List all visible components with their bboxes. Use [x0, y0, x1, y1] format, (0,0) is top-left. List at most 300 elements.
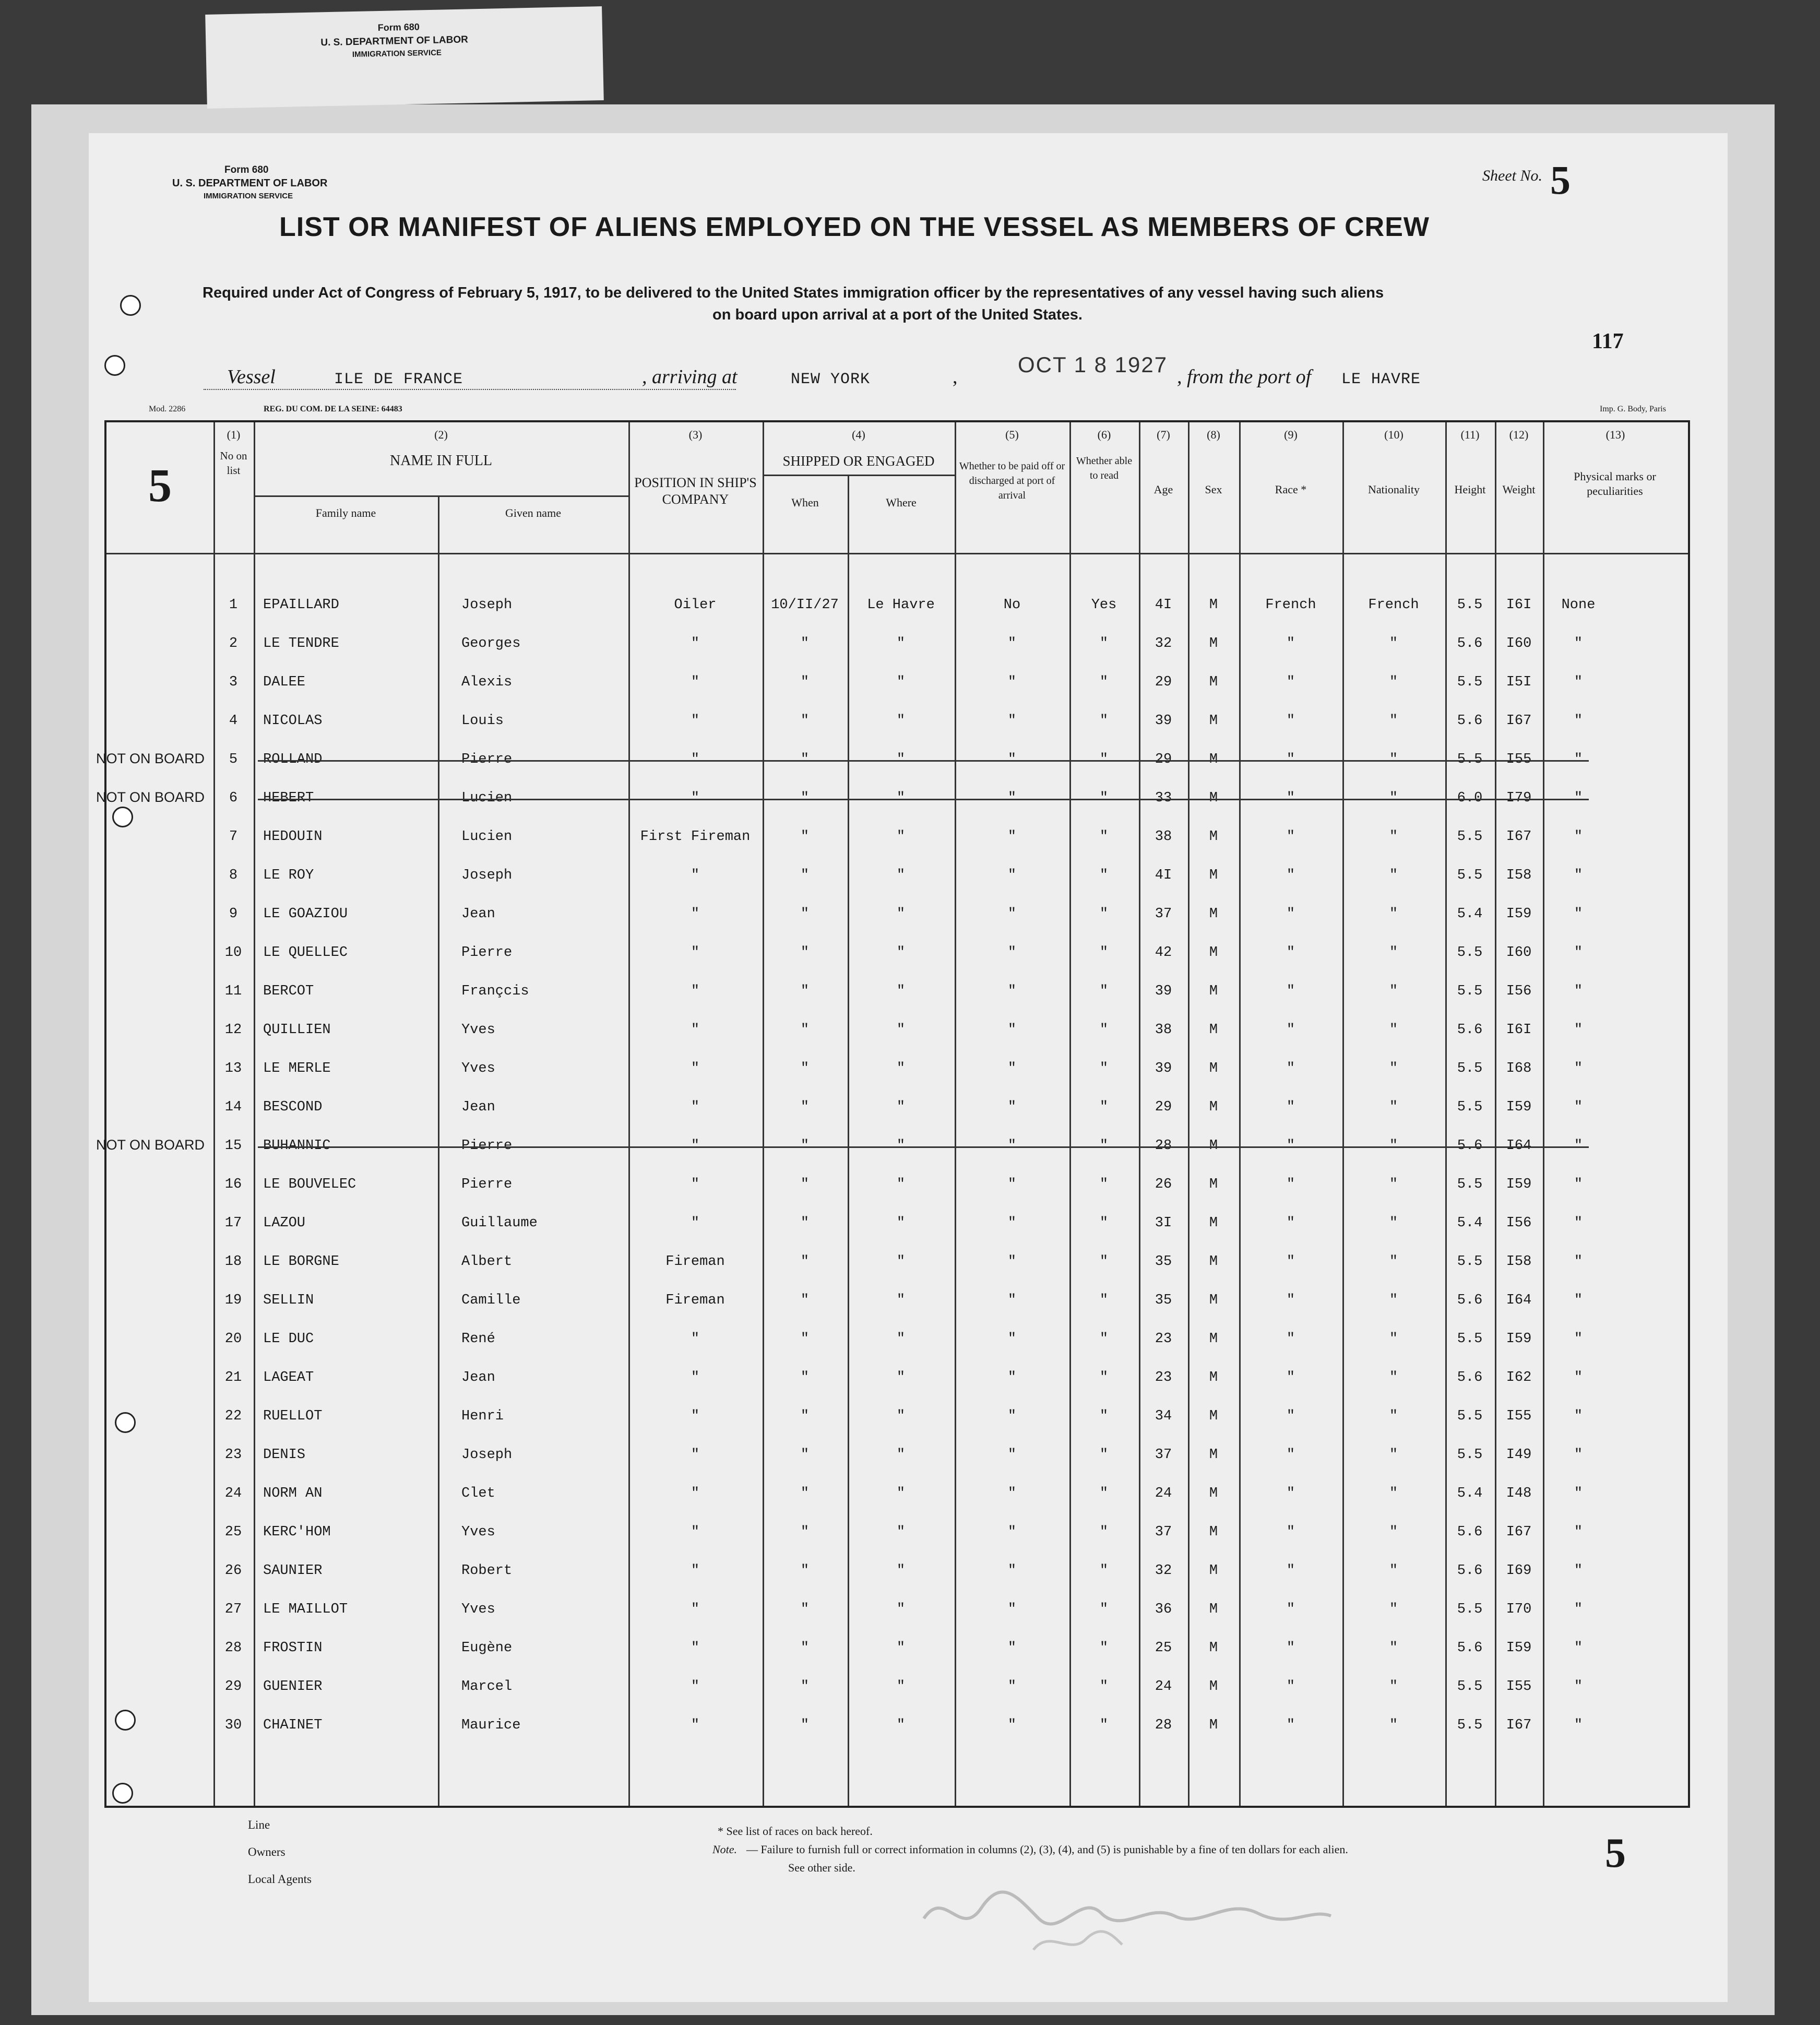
row-number: 6 [229, 790, 238, 806]
given-name: Joseph [461, 868, 513, 883]
age: 36 [1155, 1602, 1172, 1617]
weight: I59 [1506, 1177, 1532, 1192]
col3-number: (3) [688, 428, 703, 441]
position: " [691, 1524, 700, 1540]
sex: M [1209, 597, 1218, 613]
shipped-where: " [896, 1215, 906, 1231]
given-name: Georges [461, 636, 521, 652]
family-name: BESCOND [263, 1099, 323, 1115]
row-number: 20 [224, 1331, 242, 1347]
position: Oiler [674, 597, 717, 613]
comma: , [953, 366, 958, 388]
weight: I67 [1506, 713, 1532, 729]
row-number: 21 [224, 1370, 242, 1385]
race: " [1286, 945, 1295, 961]
height: 6.0 [1457, 790, 1483, 806]
position: " [691, 1718, 700, 1733]
col-divider [213, 422, 215, 1806]
physical-marks: " [1574, 1408, 1583, 1424]
paid-off: " [1007, 1563, 1017, 1579]
given-name: Albert [461, 1254, 513, 1270]
physical-marks: " [1574, 868, 1583, 883]
sex: M [1209, 713, 1218, 729]
race: " [1286, 906, 1295, 922]
position: " [691, 868, 700, 883]
position: First Fireman [640, 829, 751, 845]
shipped-when: " [800, 1331, 810, 1347]
shipped-when: " [800, 1177, 810, 1192]
age: 39 [1155, 1061, 1172, 1076]
given-name: Yves [461, 1061, 495, 1076]
nationality: " [1389, 1254, 1398, 1270]
position: " [691, 1022, 700, 1038]
family-name: LAGEAT [263, 1370, 314, 1385]
age: 23 [1155, 1331, 1172, 1347]
given-name: Pierre [461, 945, 513, 961]
family-name: GUENIER [263, 1679, 323, 1695]
position: " [691, 790, 700, 806]
race: " [1286, 1331, 1295, 1347]
weight: I67 [1506, 1524, 1532, 1540]
nationality: " [1389, 1679, 1398, 1695]
age: 37 [1155, 1447, 1172, 1463]
row-number: 7 [229, 829, 238, 845]
sex: M [1209, 1447, 1218, 1463]
family-name: BUHANNIC [263, 1138, 331, 1154]
col-divider [848, 475, 849, 1806]
race: " [1286, 1640, 1295, 1656]
weight: I64 [1506, 1138, 1532, 1154]
where-header: Where [886, 496, 917, 509]
shipped-where: " [896, 1524, 906, 1540]
race: French [1265, 597, 1316, 613]
vessel-label: Vessel [227, 366, 276, 388]
col-divider [1139, 422, 1140, 1806]
sex: M [1209, 1022, 1218, 1038]
row-number: 29 [224, 1679, 242, 1695]
height: 5.6 [1457, 1640, 1483, 1656]
race: " [1286, 1022, 1295, 1038]
nationality: " [1389, 1718, 1398, 1733]
given-name: Françcis [461, 984, 529, 999]
paid-off: " [1007, 636, 1017, 652]
nationality: " [1389, 752, 1398, 767]
weight: I60 [1506, 945, 1532, 961]
given-name: Jean [461, 906, 495, 922]
age: 24 [1155, 1679, 1172, 1695]
col-divider [1445, 422, 1447, 1806]
height: 5.5 [1457, 945, 1483, 961]
col2-header: NAME IN FULL [390, 453, 492, 469]
shipped-where: " [896, 945, 906, 961]
given-name-header: Given name [505, 506, 561, 519]
able-to-read: " [1099, 1718, 1109, 1733]
cover-service: IMMIGRATION SERVICE [352, 48, 442, 60]
col-divider [1188, 422, 1189, 1806]
able-to-read: " [1099, 1563, 1109, 1579]
nationality: " [1389, 1602, 1398, 1617]
weight: I59 [1506, 1640, 1532, 1656]
col5-header: Whether to be paid off or discharged at port of arrival [959, 460, 1065, 501]
col5-number: (5) [1005, 428, 1019, 441]
row-number: 22 [224, 1408, 242, 1424]
given-name: Jean [461, 1370, 495, 1385]
shipped-where: " [896, 790, 906, 806]
page-number: 117 [1592, 329, 1624, 353]
weight: I69 [1506, 1563, 1532, 1579]
family-name: SELLIN [263, 1293, 314, 1308]
family-name: HEDOUIN [263, 829, 323, 845]
sex: M [1209, 1215, 1218, 1231]
weight: I6I [1506, 597, 1532, 613]
shipped-when: " [800, 752, 810, 767]
row-number: 18 [224, 1254, 242, 1270]
position: " [691, 1486, 700, 1501]
paid-off: " [1007, 1215, 1017, 1231]
race: " [1286, 1254, 1295, 1270]
sex: M [1209, 1602, 1218, 1617]
height: 5.5 [1457, 674, 1483, 690]
row-number: 13 [224, 1061, 242, 1076]
able-to-read: " [1099, 790, 1109, 806]
shipped-when: " [800, 1486, 810, 1501]
paid-off: " [1007, 1022, 1017, 1038]
col11-number: (11) [1460, 428, 1480, 441]
printer-credit: Imp. G. Body, Paris [1600, 405, 1666, 413]
shipped-where: " [896, 1602, 906, 1617]
position: " [691, 945, 700, 961]
nationality: " [1389, 868, 1398, 883]
crew-manifest-table [96, 420, 1690, 1808]
not-on-board-stamp: NOT ON BOARD [96, 789, 205, 805]
row-number: 4 [229, 713, 238, 729]
paid-off: " [1007, 790, 1017, 806]
row-number: 23 [224, 1447, 242, 1463]
physical-marks: " [1574, 636, 1583, 652]
shipped-where: " [896, 1486, 906, 1501]
paid-off: " [1007, 984, 1017, 999]
given-name: Lucien [461, 829, 513, 845]
age: 33 [1155, 790, 1172, 806]
weight: I49 [1506, 1447, 1532, 1463]
sex: M [1209, 1718, 1218, 1733]
height: 5.5 [1457, 829, 1483, 845]
age-header: Age [1153, 483, 1173, 496]
shipped-when: " [800, 945, 810, 961]
position: " [691, 636, 700, 652]
weight: I58 [1506, 868, 1532, 883]
col6-number: (6) [1097, 428, 1111, 441]
departure-port: LE HAVRE [1341, 371, 1421, 388]
sex: M [1209, 984, 1218, 999]
paid-off: " [1007, 1099, 1017, 1115]
height: 5.4 [1457, 1215, 1483, 1231]
height: 5.4 [1457, 1486, 1483, 1501]
family-name: LE ROY [263, 868, 314, 883]
sex: M [1209, 1061, 1218, 1076]
age: 35 [1155, 1293, 1172, 1308]
nationality: " [1389, 1022, 1398, 1038]
able-to-read: " [1099, 1293, 1109, 1308]
family-name: LE GOAZIOU [263, 906, 348, 922]
shipped-when: " [800, 868, 810, 883]
age: 34 [1155, 1408, 1172, 1424]
row-number: 10 [224, 945, 242, 961]
given-name: Robert [461, 1563, 513, 1579]
service-name: IMMIGRATION SERVICE [204, 192, 293, 200]
position: " [691, 674, 700, 690]
race: " [1286, 674, 1295, 690]
age: 4I [1155, 868, 1172, 883]
col9-number: (9) [1284, 428, 1298, 441]
able-to-read: " [1099, 1602, 1109, 1617]
physical-marks: " [1574, 1177, 1583, 1192]
paid-off: " [1007, 674, 1017, 690]
manifest-page [89, 133, 1728, 2002]
weight: I5I [1506, 674, 1532, 690]
family-name: LAZOU [263, 1215, 306, 1231]
position: " [691, 1447, 700, 1463]
footer-sheet-number: 5 [1605, 1830, 1626, 1876]
paid-off: " [1007, 752, 1017, 767]
paid-off: " [1007, 1447, 1017, 1463]
family-name: CHAINET [263, 1718, 323, 1733]
col-divider [628, 422, 630, 1806]
physical-marks: " [1574, 1370, 1583, 1385]
family-name: HEBERT [263, 790, 314, 806]
sex: M [1209, 1331, 1218, 1347]
race: " [1286, 1563, 1295, 1579]
weight: I60 [1506, 636, 1532, 652]
physical-marks: " [1574, 984, 1583, 999]
nationality: " [1389, 829, 1398, 845]
col1-header: No on list [220, 449, 247, 477]
shipped-when: " [800, 1293, 810, 1308]
physical-marks: " [1574, 1486, 1583, 1501]
col6-header: Whether able to read [1076, 455, 1133, 481]
row-number: 3 [229, 674, 238, 690]
sex: M [1209, 1138, 1218, 1154]
age: 29 [1155, 752, 1172, 767]
paid-off: " [1007, 1602, 1017, 1617]
age: 38 [1155, 1022, 1172, 1038]
manifest-title: LIST OR MANIFEST OF ALIENS EMPLOYED ON THE VESSEL AS MEMBERS OF CREW [279, 212, 1430, 242]
nationality: " [1389, 984, 1398, 999]
sex: M [1209, 752, 1218, 767]
physical-marks: " [1574, 1215, 1583, 1231]
col-divider [438, 495, 439, 1806]
age: 39 [1155, 984, 1172, 999]
race: " [1286, 790, 1295, 806]
when-header: When [791, 496, 819, 509]
age: 29 [1155, 1099, 1172, 1115]
vessel-name: ILE DE FRANCE [334, 371, 463, 388]
race: " [1286, 1718, 1295, 1733]
manifest-subtitle-line2: on board upon arrival at a port of the United States. [712, 306, 1083, 323]
shipped-where: " [896, 713, 906, 729]
col13-number: (13) [1605, 428, 1625, 441]
sex-header: Sex [1205, 483, 1222, 496]
sex: M [1209, 829, 1218, 845]
paid-off: " [1007, 1254, 1017, 1270]
shipped-where: " [896, 1099, 906, 1115]
weight: I58 [1506, 1254, 1532, 1270]
physical-marks: " [1574, 1563, 1583, 1579]
able-to-read: " [1099, 636, 1109, 652]
row-number: 9 [229, 906, 238, 922]
family-name: RUELLOT [263, 1408, 323, 1424]
height: 5.5 [1457, 984, 1483, 999]
given-name: Maurice [461, 1718, 521, 1733]
sex: M [1209, 674, 1218, 690]
age: 29 [1155, 674, 1172, 690]
nationality: " [1389, 1563, 1398, 1579]
sex: M [1209, 1563, 1218, 1579]
paid-off: " [1007, 1408, 1017, 1424]
col-divider [763, 422, 764, 1806]
height: 5.6 [1457, 1563, 1483, 1579]
races-footnote: * See list of races on back hereof. [718, 1825, 873, 1838]
height: 5.6 [1457, 1138, 1483, 1154]
shipped-where: " [896, 1718, 906, 1733]
family-name: LE MAILLOT [263, 1602, 348, 1617]
weight: I79 [1506, 790, 1532, 806]
shipped-where: " [896, 1138, 906, 1154]
given-name: Eugène [461, 1640, 513, 1656]
race-header: Race * [1275, 483, 1307, 496]
race: " [1286, 1138, 1295, 1154]
weight: I55 [1506, 752, 1532, 767]
position: " [691, 1563, 700, 1579]
position: " [691, 1138, 700, 1154]
able-to-read: " [1099, 1408, 1109, 1424]
nationality: " [1389, 1177, 1398, 1192]
physical-marks: " [1574, 829, 1583, 845]
sex: M [1209, 1254, 1218, 1270]
height: 5.6 [1457, 1293, 1483, 1308]
position: " [691, 1679, 700, 1695]
sex: M [1209, 1524, 1218, 1540]
row-number: 8 [229, 868, 238, 883]
paid-off: " [1007, 1718, 1017, 1733]
height: 5.5 [1457, 1099, 1483, 1115]
shipped-where: " [896, 984, 906, 999]
row-number: 14 [224, 1099, 242, 1115]
shipped-when: " [800, 636, 810, 652]
sex: M [1209, 1679, 1218, 1695]
sheet-number: 5 [1550, 157, 1571, 203]
family-name: FROSTIN [263, 1640, 323, 1656]
col1-number: (1) [227, 428, 241, 441]
height: 5.6 [1457, 1524, 1483, 1540]
paid-off: " [1007, 1293, 1017, 1308]
strike-through-line [258, 799, 1589, 800]
shipped-when: " [800, 1138, 810, 1154]
given-name: Lucien [461, 790, 513, 806]
col8-number: (8) [1207, 428, 1220, 441]
able-to-read: " [1099, 1138, 1109, 1154]
physical-marks: " [1574, 1524, 1583, 1540]
height: 5.5 [1457, 752, 1483, 767]
height: 5.5 [1457, 1718, 1483, 1733]
cover-form-number: Form 680 [377, 21, 420, 33]
family-name: DENIS [263, 1447, 306, 1463]
shipped-when: " [800, 1215, 810, 1231]
paid-off: No [1003, 597, 1021, 613]
physical-marks: " [1574, 1447, 1583, 1463]
family-name: KERC'HOM [263, 1524, 331, 1540]
weight: I6I [1506, 1022, 1532, 1038]
sex: M [1209, 906, 1218, 922]
sex: M [1209, 1293, 1218, 1308]
row-number: 28 [224, 1640, 242, 1656]
able-to-read: " [1099, 1022, 1109, 1038]
mod-number: Mod. 2286 [149, 405, 186, 413]
row-number: 12 [224, 1022, 242, 1038]
position: " [691, 1640, 700, 1656]
nationality: " [1389, 1293, 1398, 1308]
department-name: U. S. DEPARTMENT OF LABOR [172, 177, 328, 189]
height: 5.5 [1457, 1602, 1483, 1617]
family-name: BERCOT [263, 984, 314, 999]
sex: M [1209, 1370, 1218, 1385]
shipped-when: " [800, 984, 810, 999]
manifest-subtitle-line1: Required under Act of Congress of February 5, 1917, to be delivered to the United States immigration officer by the representatives of any vessel having such aliens [203, 285, 1384, 301]
physical-marks: " [1574, 674, 1583, 690]
row-number: 25 [224, 1524, 242, 1540]
family-name: ROLLAND [263, 752, 323, 767]
sex: M [1209, 1486, 1218, 1501]
arrival-date-stamp: OCT 1 8 1927 [1018, 352, 1168, 377]
age: 28 [1155, 1718, 1172, 1733]
given-name: René [461, 1331, 495, 1347]
age: 23 [1155, 1370, 1172, 1385]
shipped-when: " [800, 906, 810, 922]
row-number: 26 [224, 1563, 242, 1579]
given-name: Joseph [461, 597, 513, 613]
physical-marks: " [1574, 790, 1583, 806]
age: 32 [1155, 1563, 1172, 1579]
position: Fireman [665, 1254, 725, 1270]
given-name: Yves [461, 1602, 495, 1617]
able-to-read: " [1099, 1370, 1109, 1385]
given-name: Yves [461, 1022, 495, 1038]
paid-off: " [1007, 1138, 1017, 1154]
paid-off: " [1007, 906, 1017, 922]
able-to-read: " [1099, 984, 1109, 999]
paid-off: " [1007, 1486, 1017, 1501]
shipped-where: " [896, 868, 906, 883]
given-name: Marcel [461, 1679, 513, 1695]
able-to-read: " [1099, 752, 1109, 767]
age: 32 [1155, 636, 1172, 652]
position: Fireman [665, 1293, 725, 1308]
able-to-read: " [1099, 674, 1109, 690]
shipped-where: " [896, 1254, 906, 1270]
age: 3I [1155, 1215, 1172, 1231]
shipped-where: " [896, 1022, 906, 1038]
height: 5.5 [1457, 597, 1483, 613]
weight: I48 [1506, 1486, 1532, 1501]
footer-agents-label: Local Agents [248, 1873, 312, 1886]
given-name: Clet [461, 1486, 495, 1501]
sex: M [1209, 636, 1218, 652]
col-divider [254, 422, 255, 1806]
height: 5.5 [1457, 1408, 1483, 1424]
weight: I64 [1506, 1293, 1532, 1308]
race: " [1286, 713, 1295, 729]
age: 37 [1155, 906, 1172, 922]
